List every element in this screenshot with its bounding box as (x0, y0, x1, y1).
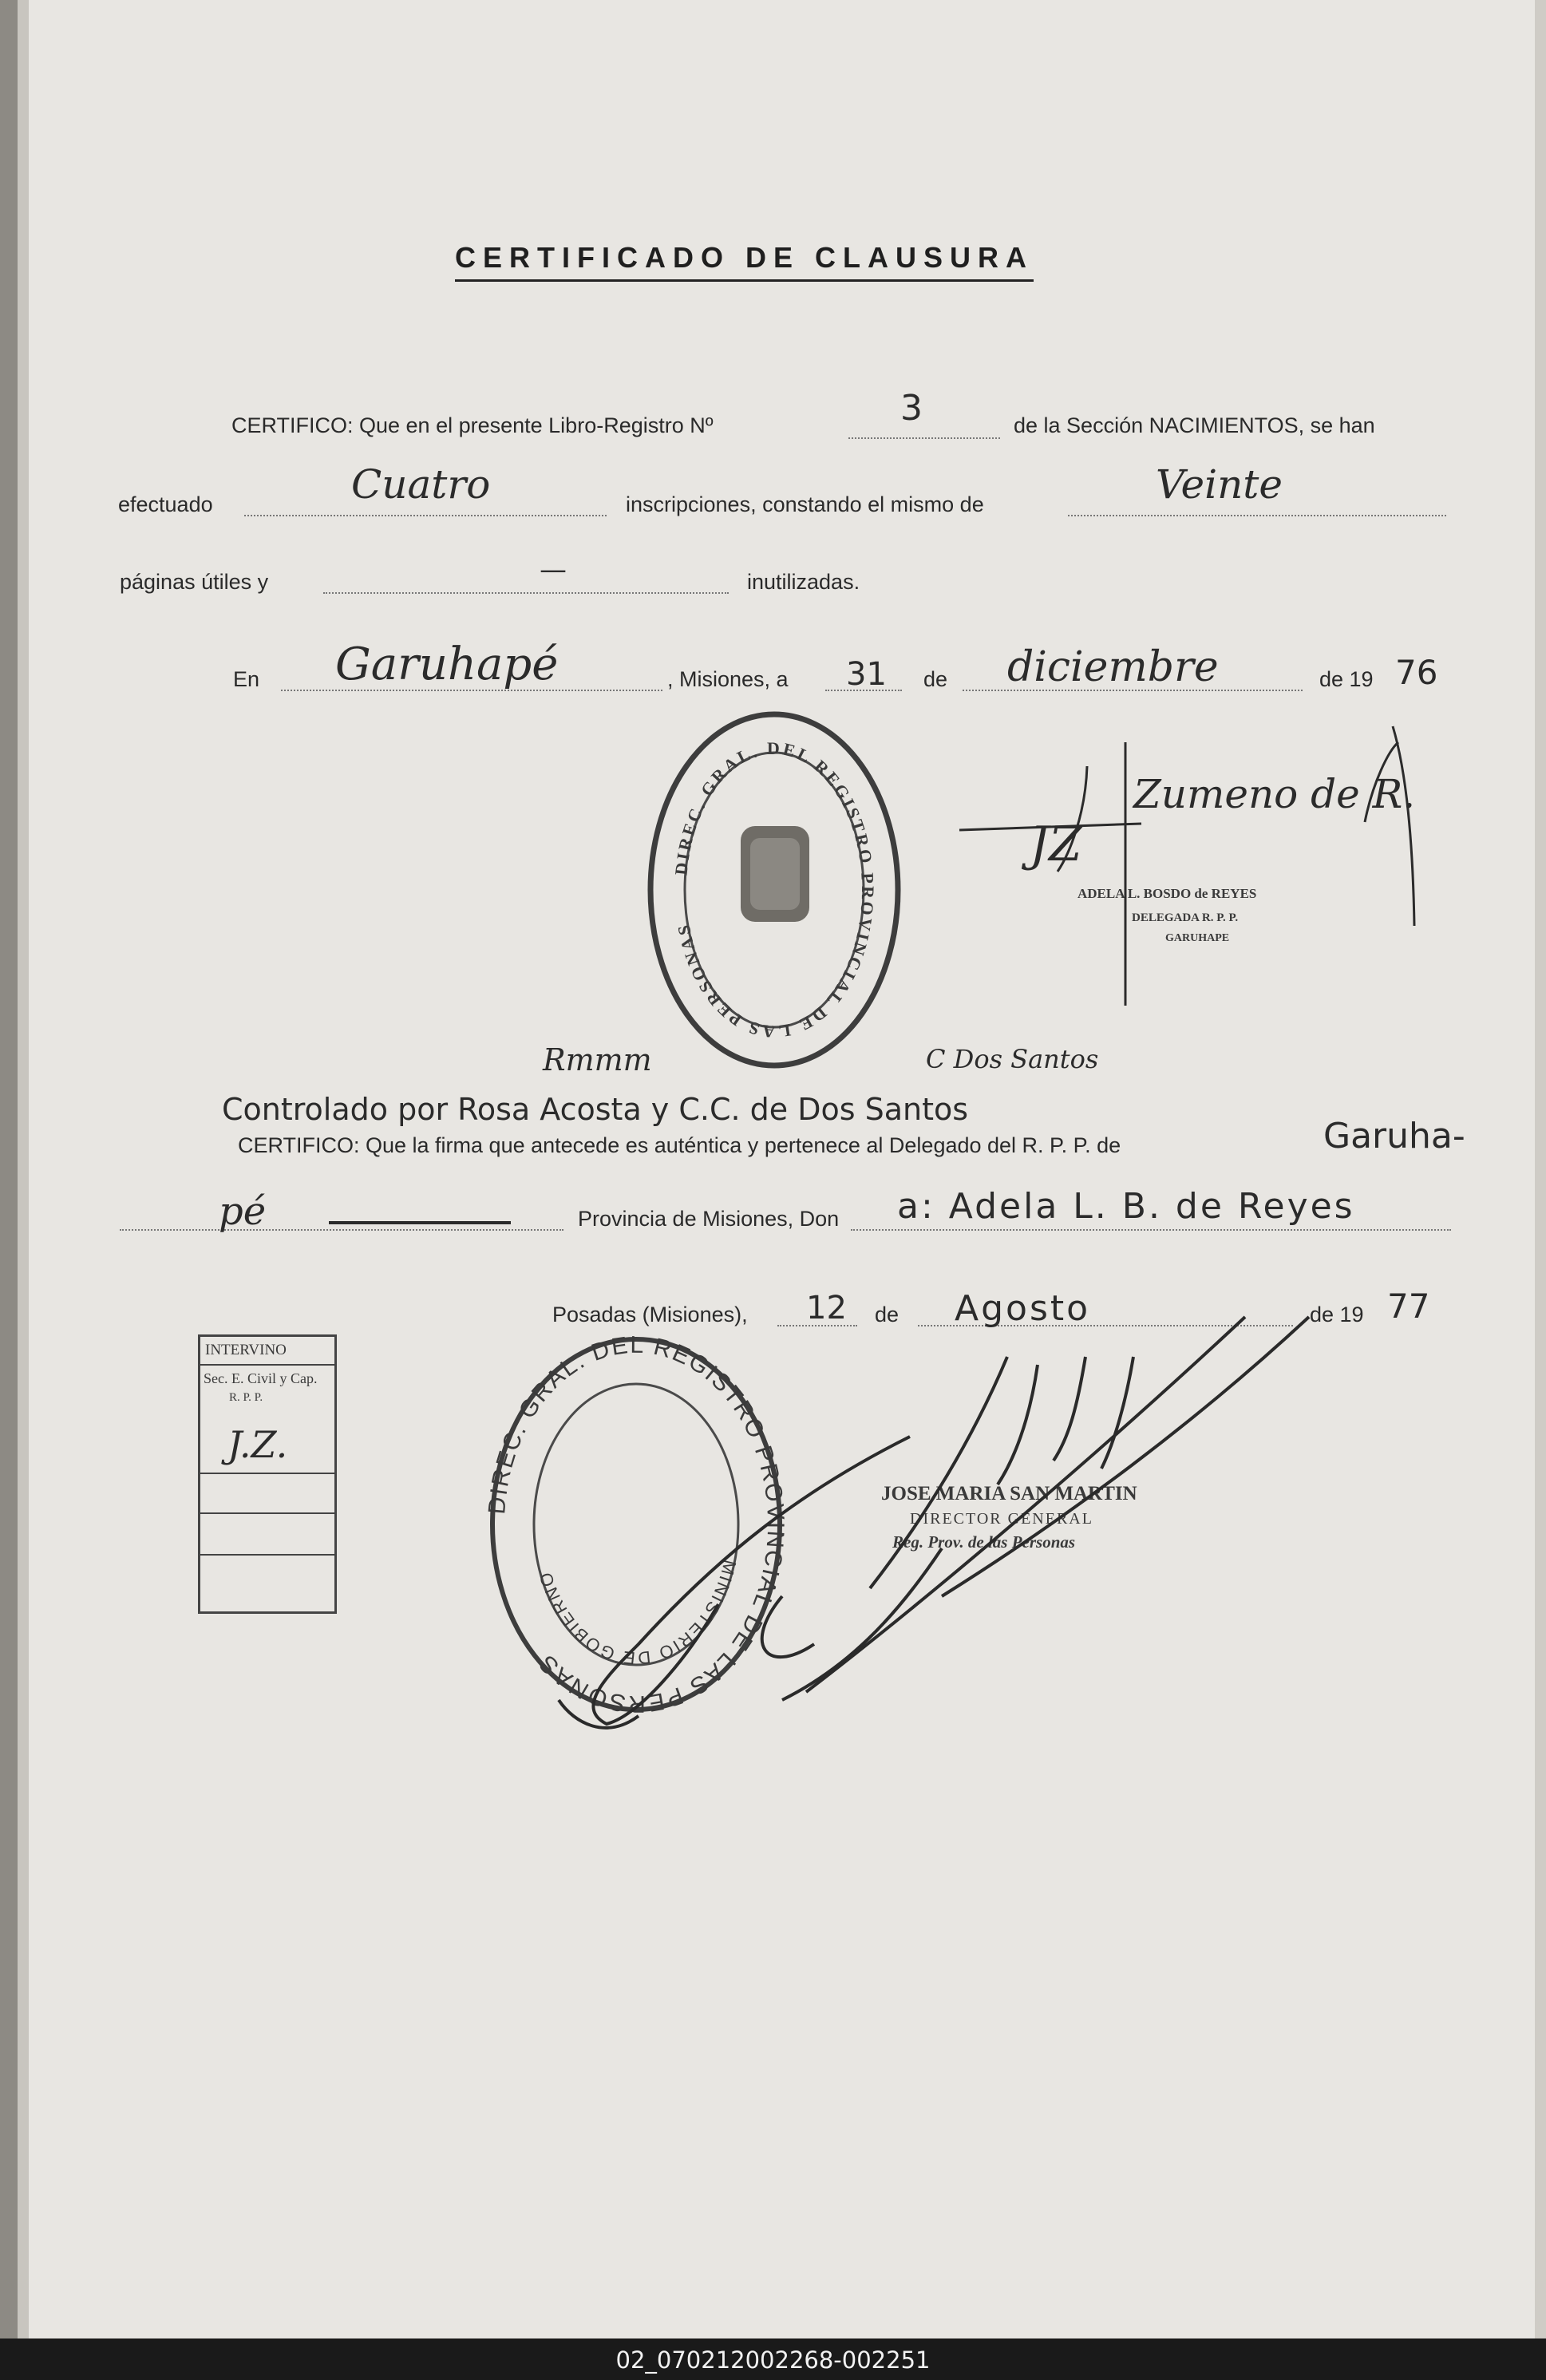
intervino-initials: J.Z. (227, 1423, 288, 1466)
s2-director-name: JOSE MARIA SAN MARTIN (881, 1483, 1137, 1504)
s1-line2-text-a: efectuado (118, 492, 213, 516)
svg-text:DIREC. GRAL. DEL REGISTRO PROV: DIREC. GRAL. DEL REGISTRO PROVINCIAL DE LAS PERSONAS (670, 737, 879, 1042)
s2-line3-text-a: Posadas (Misiones), (552, 1303, 748, 1326)
s1-signature-strokes (959, 726, 1414, 1006)
s2-director-role: DIRECTOR GENERAL (910, 1510, 1093, 1528)
s2-lugar-1: Garuha- (1323, 1116, 1465, 1156)
s1-inscripciones: Cuatro (351, 461, 491, 508)
s1-typed-role: DELEGADA R. P. P. (1132, 911, 1239, 924)
s1-line4-text-b: , Misiones, a (667, 667, 789, 691)
s2-line3-text-b: de (875, 1303, 900, 1326)
image-footer (0, 2338, 1546, 2380)
intervino-dept: Sec. E. Civil y Cap. (204, 1370, 318, 1386)
s1-line3-text-a: páginas útiles y (120, 570, 269, 594)
s2-line1-text-a: CERTIFICO: Que la firma que antecede es auténtica y pertenece al Delegado del R. P. P. de (238, 1133, 1121, 1157)
s2-anio: 77 (1387, 1287, 1430, 1326)
s2-line2-text-b: Provincia de Misiones, Don (578, 1207, 840, 1231)
s1-signature-initials-group (1021, 816, 1083, 872)
svg-text:MINISTERIO DE GOBIERNO: MINISTERIO DE GOBIERNO (535, 1558, 741, 1669)
s1-mes: diciembre (1007, 643, 1219, 691)
s1-line4-text-c: de (923, 667, 948, 691)
intervino-label: INTERVINO (205, 1342, 287, 1358)
s1-typed-place: GARUHAPE (1165, 932, 1230, 944)
s1-line1-text-b: de la Sección NACIMIENTOS, se han (1014, 413, 1375, 437)
s1-line1-text-a: CERTIFICO: Que en el presente Libro-Registro Nº (231, 413, 714, 437)
control-initials-1: Rmmm (543, 1042, 652, 1077)
s2-dia: 12 (806, 1290, 847, 1326)
s2-delegado: a: Adela L. B. de Reyes (897, 1186, 1355, 1227)
s2-line3-text-c: de 19 (1310, 1303, 1364, 1326)
intervino-sub: R. P. P. (229, 1391, 263, 1404)
s1-line4-text-d: de 19 (1319, 667, 1374, 691)
s1-dia: 31 (846, 656, 887, 693)
s1-line4-text-a: En (233, 667, 260, 691)
s1-libro-numero: 3 (900, 388, 923, 429)
s2-mes: Agosto (955, 1288, 1091, 1329)
delegation-seal-stamp (650, 714, 898, 1065)
document-title: CERTIFICADO DE CLAUSURA (455, 241, 1034, 282)
file-id-label: 02_070212002268-002251 (615, 2346, 931, 2374)
s1-anio: 76 (1395, 653, 1438, 692)
s1-inutilizadas: — (540, 554, 567, 586)
s1-signature-initials: JZ (1030, 816, 1082, 872)
s2-signature-strokes (559, 1317, 1309, 1728)
s1-lugar: Garuhapé (335, 638, 559, 690)
control-initials-2: C Dos Santos (926, 1044, 1099, 1074)
s1-line2-text-b: inscripciones, constando el mismo de (626, 492, 984, 516)
director-seal-stamp (484, 1332, 789, 1717)
s2-director-org: Reg. Prov. de las Personas (892, 1532, 1076, 1552)
s1-typed-name: ADELA L. BOSDO de REYES (1077, 886, 1257, 901)
s1-line3-text-b: inutilizadas. (747, 570, 860, 594)
s1-signature: Zumeno de R. (1133, 771, 1416, 817)
svg-text:DIREC. GRAL. DEL REGISTRO PROV: DIREC. GRAL. DEL REGISTRO PROVINCIAL DE LAS PERSONAS (484, 1331, 789, 1718)
control-label: Controlado por Rosa Acosta y C.C. de Dos Santos (222, 1092, 969, 1127)
s1-paginas: Veinte (1156, 461, 1283, 508)
s2-lugar-2: pé (219, 1189, 267, 1234)
